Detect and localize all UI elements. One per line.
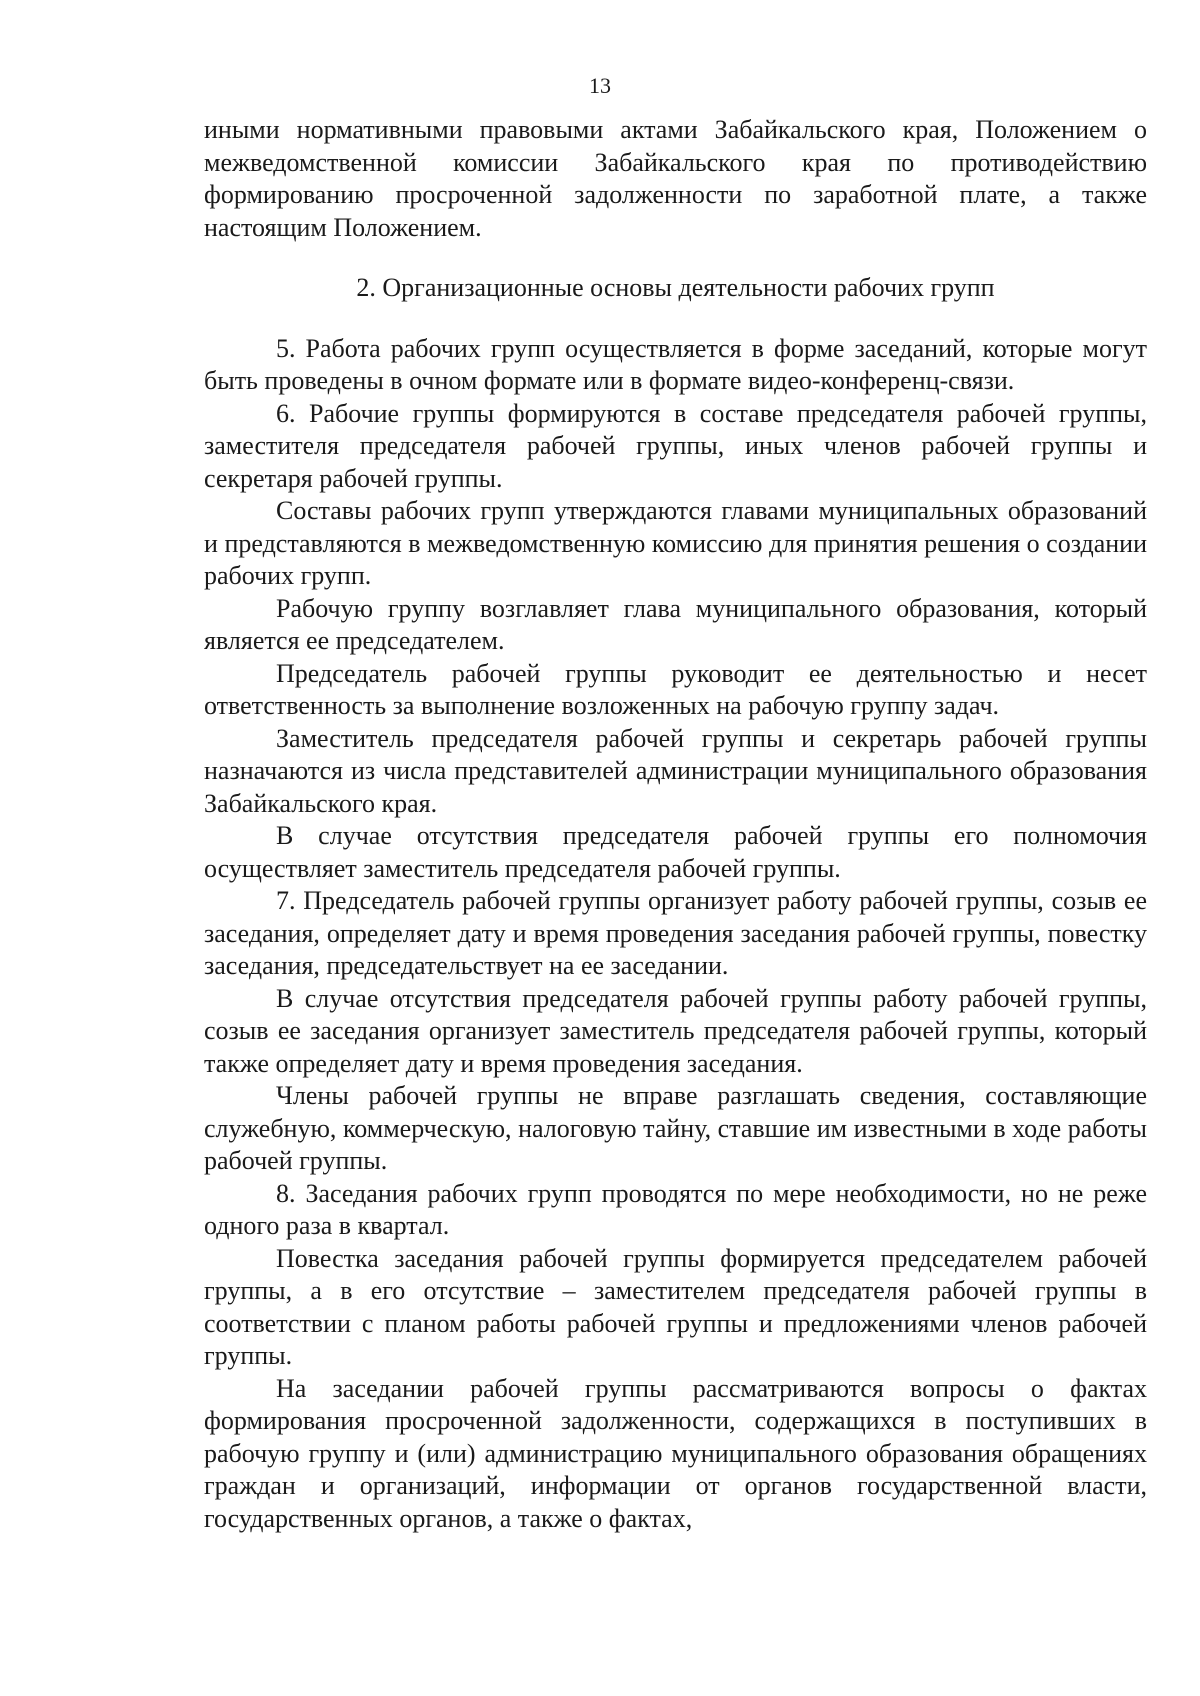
paragraph: иными нормативными правовыми актами Забайкальского края, Положением о межведомственной комиссии Забайкальского края по противодействию формированию просроченной задолженности по заработной плате, а также настоящим Положением. bbox=[204, 115, 1147, 242]
document-body bbox=[204, 114, 1147, 1535]
paragraph: В случае отсутствия председателя рабочей группы работу рабочей группы, созыв ее заседания организует заместитель председателя рабочей группы, который также определяет дату и время проведения заседания. bbox=[204, 983, 1147, 1078]
paragraph: Рабочую группу возглавляет глава муниципального образования, который является ее председателем. bbox=[204, 593, 1147, 655]
section-heading: 2. Организационные основы деятельности рабочих групп bbox=[356, 273, 995, 302]
paragraph: Составы рабочих групп утверждаются главами муниципальных образований и представляются в межведомственную комиссию для принятия решения о создании рабочих групп. bbox=[204, 496, 1147, 590]
paragraph: 7. Председатель рабочей группы организует работу рабочей группы, созыв ее заседания, определяет дату и время проведения заседания рабочей группы, повестку заседания, председательствует на ее заседании. bbox=[204, 886, 1147, 980]
paragraph: 5. Работа рабочих групп осуществляется в форме заседаний, которые могут быть проведены в очном формате или в формате видео-конференц-связи. bbox=[204, 333, 1147, 395]
paragraph: Заместитель председателя рабочей группы и секретарь рабочей группы назначаются из числа представителей администрации муниципального образования Забайкальского края. bbox=[204, 723, 1147, 818]
page-number: 13 bbox=[589, 73, 611, 98]
paragraph: Члены рабочей группы не вправе разглашать сведения, составляющие служебную, коммерческую, налоговую тайну, ставшие им известными в ходе работы рабочей группы. bbox=[204, 1081, 1147, 1175]
paragraph: Повестка заседания рабочей группы формируется председателем рабочей группы, а в его отсутствие – заместителем председателя рабочей группы в соответствии с планом работы рабочей группы и предложениями членов рабочей группы. bbox=[204, 1243, 1147, 1370]
paragraph: 8. Заседания рабочих групп проводятся по мере необходимости, но не реже одного раза в квартал. bbox=[204, 1178, 1147, 1240]
paragraph: Председатель рабочей группы руководит ее деятельностью и несет ответственность за выполнение возложенных на рабочую группу задач. bbox=[204, 658, 1147, 720]
paragraph: 6. Рабочие группы формируются в составе председателя рабочей группы, заместителя председателя рабочей группы, иных членов рабочей группы и секретаря рабочей группы. bbox=[204, 398, 1147, 493]
paragraph: В случае отсутствия председателя рабочей группы его полномочия осуществляет заместитель председателя рабочей группы. bbox=[204, 821, 1147, 883]
paragraph: На заседании рабочей группы рассматриваются вопросы о фактах формирования просроченной задолженности, содержащихся в поступивших в рабочую группу и (или) администрацию муниципального образования обращениях граждан и организаций, информации от органов государственной власти, государственных органов, а также о фактах, bbox=[204, 1373, 1147, 1533]
